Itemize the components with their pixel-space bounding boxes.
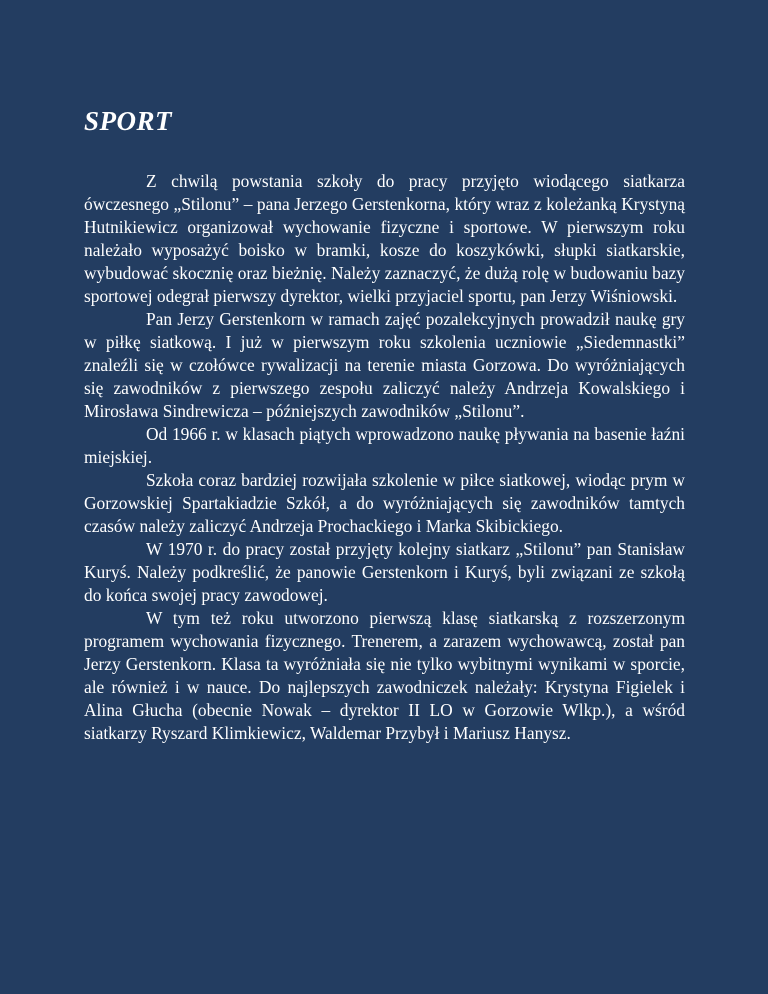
paragraph-3: Od 1966 r. w klasach piątych wprowadzono naukę pływania na basenie łaźni miejskiej. <box>84 424 685 467</box>
article-body <box>84 170 685 745</box>
paragraph-5: W 1970 r. do pracy został przyjęty kolejny siatkarz „Stilonu” pan Stanisław Kuryś. Należy podkreślić, że panowie Gerstenkorn i Kuryś, byli związani ze szkołą do końca swojej pracy zawodowej. <box>84 539 685 605</box>
paragraph-4: Szkoła coraz bardziej rozwijała szkolenie w piłce siatkowej, wiodąc prym w Gorzowskiej Spartakiadzie Szkół, a do wyróżniających się zawodników tamtych czasów należy zaliczyć Andrzeja Prochackiego i Marka Skibickiego. <box>84 470 685 536</box>
page-title: SPORT <box>84 106 173 136</box>
paragraph-6: W tym też roku utworzono pierwszą klasę siatkarską z rozszerzonym programem wychowania fizycznego. Trenerem, a zarazem wychowawcą, został pan Jerzy Gerstenkorn. Klasa ta wyróżniała się nie tylko wybitnymi wynikami w sporcie, ale również i w nauce. Do najlepszych zawodniczek należały: Krystyna Figielek i Alina Głucha (obecnie Nowak – dyrektor II LO w Gorzowie Wlkp.), a wśród siatkarzy Ryszard Klimkiewicz, Waldemar Przybył i Mariusz Hanysz. <box>84 608 685 743</box>
paragraph-2: Pan Jerzy Gerstenkorn w ramach zajęć pozalekcyjnych prowadził naukę gry w piłkę siatkową. I już w pierwszym roku szkolenia uczniowie „Siedemnastki” znaleźli się w czołówce rywalizacji na terenie miasta Gorzowa. Do wyróżniających się zawodników z pierwszego zespołu zaliczyć należy Andrzeja Kowalskiego i Mirosława Sindrewicza – późniejszych zawodników „Stilonu”. <box>84 309 685 421</box>
paragraph-1: Z chwilą powstania szkoły do pracy przyjęto wiodącego siatkarza ówczesnego „Stilonu” – pana Jerzego Gerstenkorna, który wraz z koleżanką Krystyną Hutnikiewicz organizował wychowanie fizyczne i sportowe. W pierwszym roku należało wyposażyć boisko w bramki, kosze do koszykówki, słupki siatkarskie, wybudować skocznię oraz bieżnię. Należy zaznaczyć, że dużą rolę w budowaniu bazy sportowej odegrał pierwszy dyrektor, wielki przyjaciel sportu, pan Jerzy Wiśniowski. <box>84 171 685 306</box>
